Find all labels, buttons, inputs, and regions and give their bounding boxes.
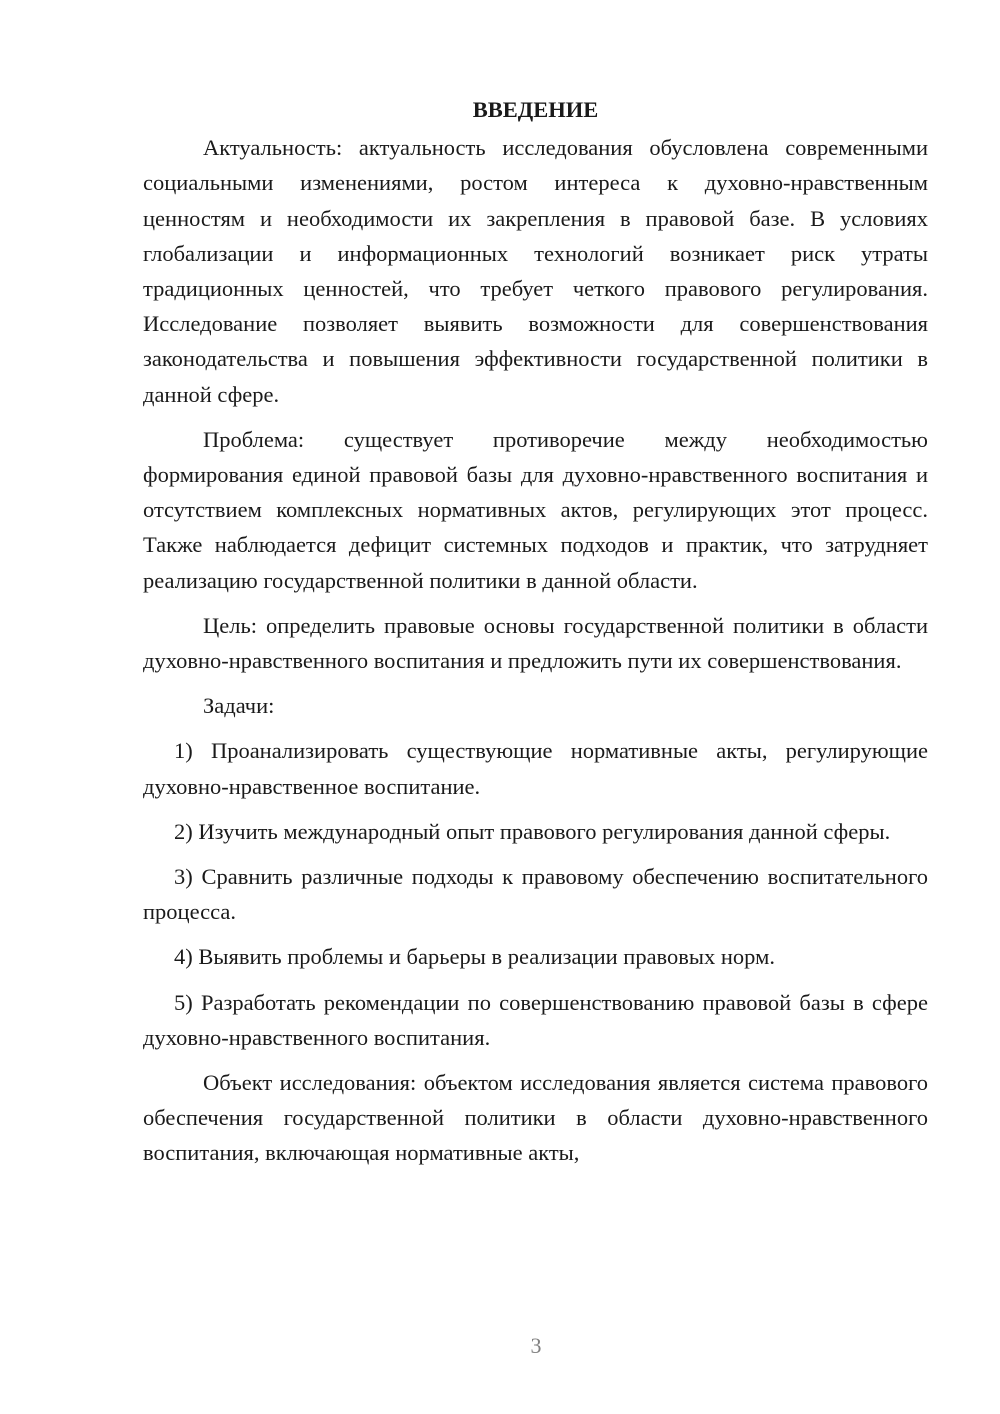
task-item-3: 3) Сравнить различные подходы к правовому обеспечению воспитательного процесса. (143, 864, 928, 925)
task-item-1: 1) Проанализировать существующие нормативные акты, регулирующие духовно-нравственное воспитание. (143, 738, 928, 799)
paragraph-relevance: Актуальность: актуальность исследования обусловлена современными социальными изменениями, ростом интереса к духовно-нравственным ценностям и необходимости их закрепления в правовой базе. В условиях глобализации и информационных технологий возникает риск утраты традиционных ценностей, что требует четкого правового регулирования. Исследование позволяет выявить возможности для совершенствования законодательства и повышения эффективности государственной политики в данной сфере. (143, 135, 928, 407)
task-item-4: 4) Выявить проблемы и барьеры в реализации правовых норм. (174, 944, 775, 970)
page-number: 3 (530, 1333, 542, 1358)
paragraph-goal: Цель: определить правовые основы государственной политики в области духовно-нравственного воспитания и предложить пути их совершенствования. (143, 612, 928, 674)
tasks-heading: Задачи: (203, 693, 275, 719)
paragraph-problem: Проблема: существует противоречие между необходимостью формирования единой правовой базы для духовно-нравственного воспитания и отсутствием комплексных нормативных актов, регулирующих этот процесс. Также наблюдается дефицит системных подходов и практик, что затрудняет реализацию государственной политики в данной области. (143, 426, 928, 593)
document-page (143, 92, 928, 1171)
task-item-5: 5) Разработать рекомендации по совершенствованию правовой базы в сфере духовно-нравственного воспитания. (143, 989, 928, 1050)
page-title: ВВЕДЕНИЕ (472, 97, 599, 122)
paragraph-object: Объект исследования: объектом исследования является система правового обеспечения государственной политики в области духовно-нравственного воспитания, включающая нормативные акты, (143, 1070, 928, 1166)
task-item-2: 2) Изучить международный опыт правового регулирования данной сферы. (174, 818, 891, 844)
